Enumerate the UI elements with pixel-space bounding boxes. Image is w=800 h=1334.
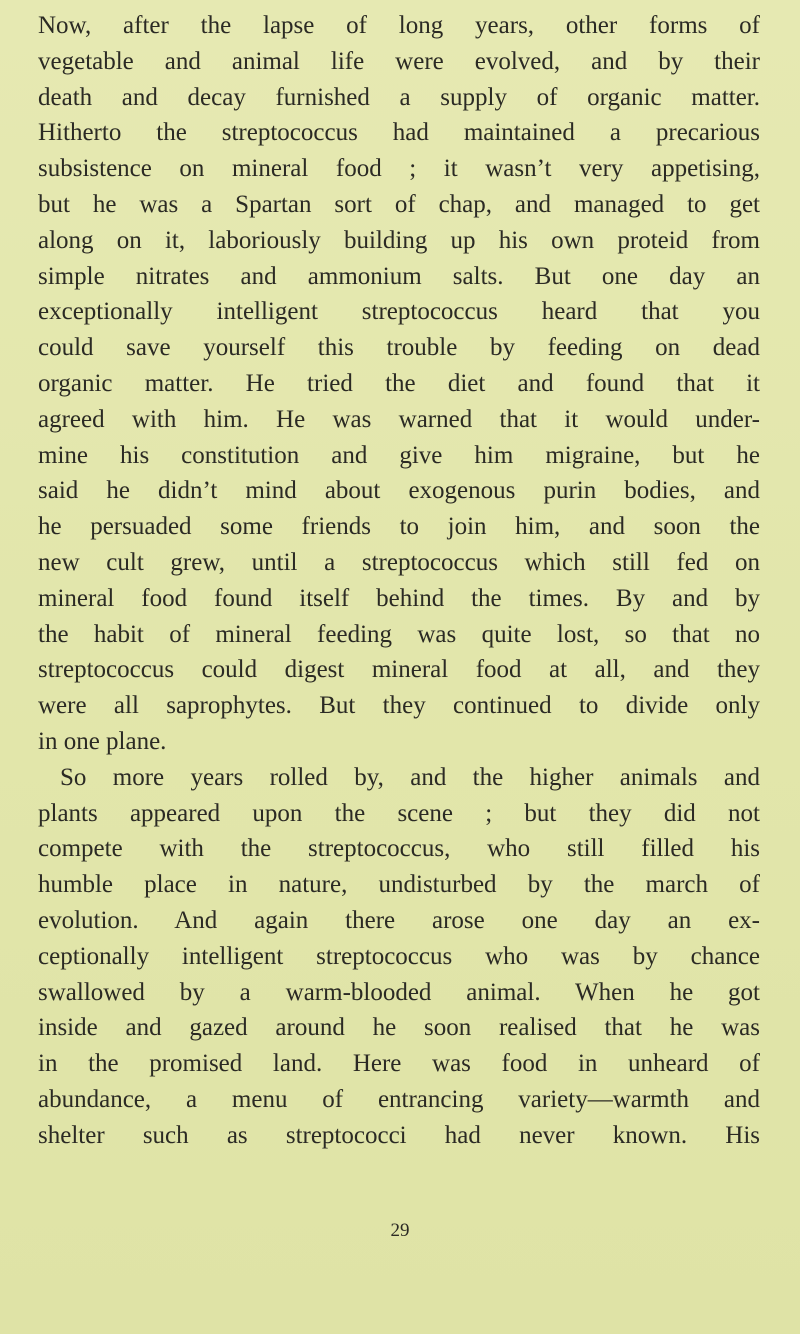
text-line: said he didn’t mind about exogenous purin bodies, and: [38, 477, 760, 505]
text-line: So more years rolled by, and the higher animals and: [60, 763, 760, 791]
text-line: simple nitrates and ammonium salts. But one day an: [38, 262, 760, 290]
text-line: along on it, laboriously building up his own proteid from: [38, 226, 760, 254]
text-line: in one plane.: [38, 727, 167, 755]
text-line: humble place in nature, undisturbed by the march of: [38, 871, 760, 899]
text-line: abundance, a menu of entrancing variety—warmth and: [38, 1085, 760, 1113]
text-line: plants appeared upon the scene ; but they did not: [38, 799, 760, 827]
text-line: in the promised land. Here was food in unheard of: [38, 1050, 760, 1078]
text-line: could save yourself this trouble by feeding on dead: [38, 334, 760, 362]
text-line: new cult grew, until a streptococcus which still fed on: [38, 548, 760, 576]
text-line: agreed with him. He was warned that it would under-: [38, 405, 760, 433]
text-line: swallowed by a warm-blooded animal. When he got: [38, 978, 760, 1006]
text-line: mineral food found itself behind the times. By and by: [38, 584, 760, 612]
body-text: [38, 8, 760, 1154]
text-line: the habit of mineral feeding was quite lost, so that no: [38, 620, 760, 648]
text-line: evolution. And again there arose one day an ex-: [38, 906, 760, 934]
text-line: organic matter. He tried the diet and found that it: [38, 369, 760, 397]
text-line: but he was a Spartan sort of chap, and managed to get: [38, 190, 760, 218]
text-line: death and decay furnished a supply of organic matter.: [38, 83, 760, 111]
text-line: mine his constitution and give him migraine, but he: [38, 441, 760, 469]
text-line: Hitherto the streptococcus had maintained a precarious: [38, 119, 760, 147]
text-line: inside and gazed around he soon realised that he was: [38, 1014, 760, 1042]
text-line: ceptionally intelligent streptococcus who was by chance: [38, 942, 760, 970]
text-line: streptococcus could digest mineral food at all, and they: [38, 656, 760, 684]
text-line: subsistence on mineral food ; it wasn’t very appetising,: [38, 155, 760, 183]
page-number: 29: [390, 1220, 410, 1241]
text-line: vegetable and animal life were evolved, and by their: [38, 47, 760, 75]
text-line: exceptionally intelligent streptococcus heard that you: [38, 298, 760, 326]
text-line: were all saprophytes. But they continued to divide only: [38, 692, 760, 720]
text-line: compete with the streptococcus, who still filled his: [38, 835, 760, 863]
text-line: shelter such as streptococci had never known. His: [38, 1121, 760, 1149]
text-line: he persuaded some friends to join him, and soon the: [38, 513, 760, 541]
text-line: Now, after the lapse of long years, other forms of: [38, 12, 760, 39]
